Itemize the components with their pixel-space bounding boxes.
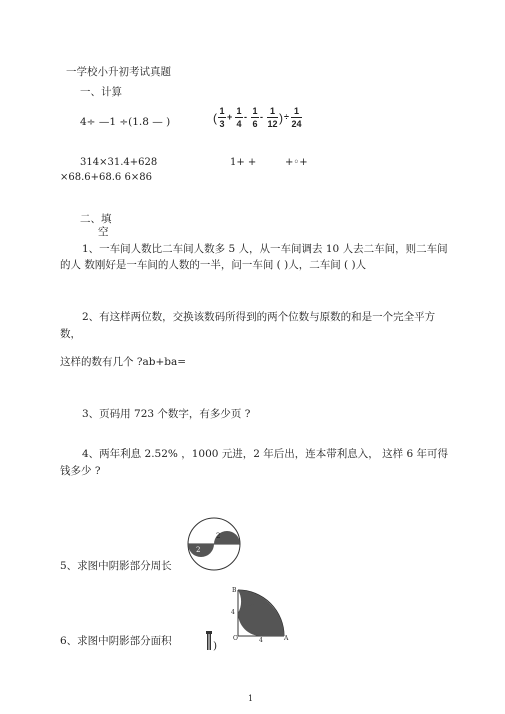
figure-5-label-left: 2 [196,546,201,554]
figure-6-label-a: A [284,635,289,642]
section-heading-calc: 一、计算 [80,86,122,98]
question-1: 1、一车间人数比二车间人数多 5 人，从一车间调去 10 人去二车间，则二车间的人 数刚好是一车间的人数的一半，问一车间 ( )人，二车间 ( )人 [60,243,448,271]
close-paren: ) [279,111,283,125]
figure-6-label-b: B [232,587,237,594]
page-title: 一学校小升初考试真题 [66,66,171,78]
question-2-sub: 这样的数有几个 ?ab+ba= [60,356,187,368]
figure-6-label-bottom: 4 [259,637,263,644]
question-3: 3、页码用 723 个数字，有多少页 ? [82,408,251,420]
expression-b: ( 1 3 + 1 4 - 1 6 - 1 12 ) ÷ 1 24 [213,106,302,129]
open-paren: ( [213,111,217,125]
fraction-1-6: 1 6 [252,106,258,129]
figure-6-label-side: 4 [231,609,235,616]
expression-a: 4÷ —1 ÷(1.8 — ) [80,116,171,128]
fraction-1-4: 1 4 [236,106,242,129]
question-4: 4、两年利息 2.52% ，1000 元进，2 年后出，连本带利息入， 这样 6 年可得钱多少 ? [60,448,448,477]
question-6-suffix: ) [213,640,218,652]
figure-6-quarter-circle [232,588,288,640]
question-2: 2、有这样两位数，交换该数码所得到的两个位数与原数的和是一个完全平方数， [60,311,436,340]
figure-6-label-o: O [233,635,238,642]
figure-5-circle [186,516,242,572]
expression-f: ×68.6+68.6 6×86 [60,172,152,183]
expression-e: +◦+ [285,157,308,168]
expression-c: 314×31.4+628 [80,157,158,168]
page-number: 1 [248,694,254,703]
fraction-1-12: 1 12 [267,106,278,129]
question-5: 5、求图中阴影部分周长 [60,560,172,572]
scan-mark [205,630,213,652]
section-heading-fill: 二、填 [80,213,112,225]
figure-5-label-right: 2 [216,532,221,540]
question-6: 6、求图中阴影部分面积 [60,635,172,647]
fraction-1-3: 1 3 [219,106,225,129]
expression-d: 1+ + [230,157,257,168]
fraction-1-24: 1 24 [291,106,302,129]
section-heading-fill-2: 空 [98,226,109,238]
